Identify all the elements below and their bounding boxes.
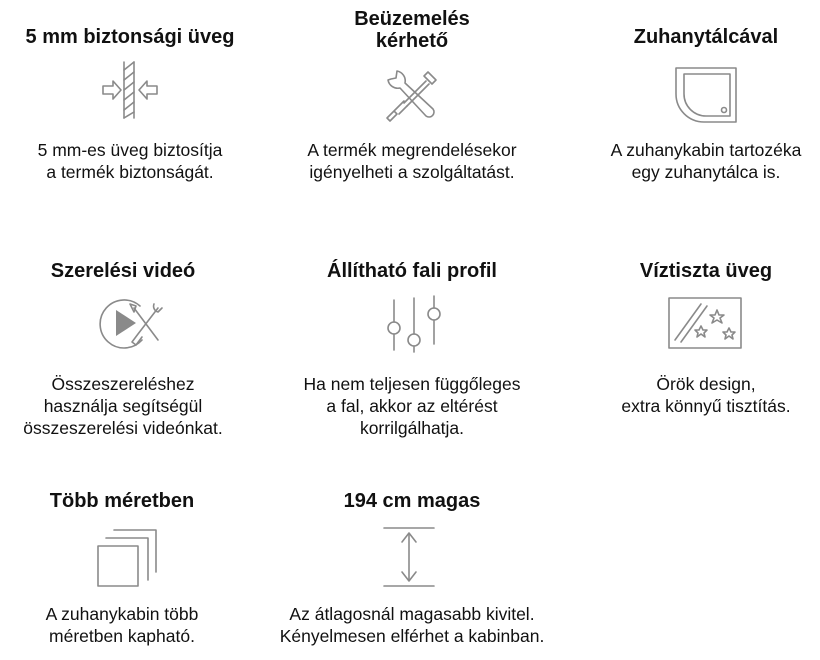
feature-description: A termék megrendelésekor igényelheti a szolgáltatást. [307, 140, 517, 182]
feature-clear-glass [571, 260, 820, 282]
feature-description: Örök design, extra könnyű tisztítás. [621, 374, 791, 416]
multiple-sizes-icon [96, 526, 160, 590]
feature-title: Állítható fali profil [327, 260, 497, 282]
feature-installation-desc [277, 139, 547, 183]
height-arrow-icon [380, 524, 438, 590]
feature-description: A zuhanykabin tartozéka egy zuhanytálca is. [610, 140, 802, 182]
assembly-video-icon [96, 296, 164, 352]
installation-tools-icon [380, 66, 442, 128]
shower-tray-icon [672, 64, 740, 126]
feature-title: Beüzemelés kérhető [354, 8, 470, 52]
feature-description: A zuhanykabin több méretben kapható. [45, 604, 199, 646]
feature-title: Víztiszta üveg [639, 260, 773, 282]
feature-title: Több méretben [49, 490, 195, 512]
feature-multiple-sizes [0, 490, 257, 512]
feature-clear-glass-desc [571, 373, 820, 417]
feature-adjustable-profile-desc [277, 373, 547, 439]
feature-height [277, 490, 547, 512]
feature-title: 5 mm biztonsági üveg [25, 26, 235, 48]
safety-glass-thickness-icon [100, 58, 160, 122]
clear-glass-sparkle-icon [667, 296, 743, 350]
feature-title: Szerelési videó [50, 260, 196, 282]
feature-height-desc [277, 603, 547, 647]
feature-description: Összeszereléshez használja segítségül összeszerelési videónkat. [23, 374, 223, 438]
feature-title: Zuhanytálcával [633, 26, 779, 48]
feature-adjustable-profile [277, 260, 547, 282]
feature-assembly-video-desc [0, 373, 258, 439]
feature-shower-tray-desc [571, 139, 820, 183]
feature-assembly-video [0, 260, 258, 282]
feature-title: 194 cm magas [343, 490, 481, 512]
feature-multiple-sizes-desc [0, 603, 257, 647]
feature-installation [277, 8, 547, 52]
feature-description: 5 mm-es üveg biztosítja a termék biztonságát. [37, 140, 223, 182]
feature-description: Az átlagosnál magasabb kivitel. Kényelmesen elférhet a kabinban. [279, 604, 545, 646]
feature-safety-glass-desc [0, 139, 265, 183]
feature-safety-glass [0, 26, 265, 48]
feature-description: Ha nem teljesen függőleges a fal, akkor az eltérést korrilgálhatja. [303, 374, 521, 438]
feature-shower-tray [571, 26, 820, 48]
adjustable-profile-sliders-icon [382, 294, 442, 354]
